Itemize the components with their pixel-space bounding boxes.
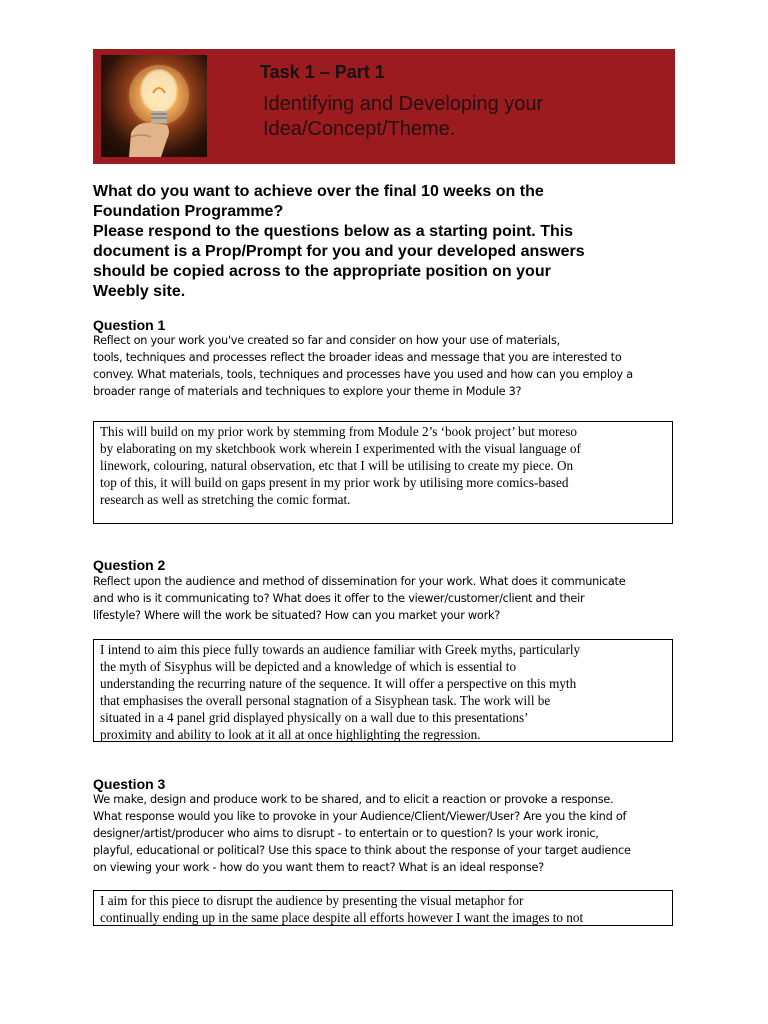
answer-box-1[interactable] <box>93 421 673 524</box>
answer-line: This will build on my prior work by stemming from Module 2’s ‘book project’ but moreso <box>100 424 578 439</box>
question-line: on viewing your work - how do you want them to react? What is an ideal response? <box>93 861 544 874</box>
question-line: designer/artist/producer who aims to disrupt - to entertain or to question? Is your work ironic, <box>93 827 599 840</box>
intro-line: document is a Prop/Prompt for you and your developed answers <box>93 243 585 260</box>
answer-line: continually ending up in the same place despite all efforts however I want the images to not <box>100 910 584 925</box>
intro-line: What do you want to achieve over the final 10 weeks on the <box>93 183 544 200</box>
task-subtitle <box>263 92 663 142</box>
answer-box-3[interactable] <box>93 890 673 926</box>
answer-line: that emphasises the overall personal stagnation of a Sisyphean task. The work will be <box>100 693 551 708</box>
lightbulb-photo <box>101 55 207 157</box>
answer-line: top of this, it will build on gaps present in my prior work by utilising more comics-based <box>100 475 569 490</box>
answer-line: proximity and ability to look at it all at once highlighting the regression. <box>100 727 481 742</box>
task-subtitle-line: Idea/Concept/Theme. <box>263 118 456 140</box>
question-line: lifestyle? Where will the work be situated? How can you market your work? <box>93 609 501 622</box>
answer-box-2[interactable] <box>93 639 673 742</box>
question-line: What response would you like to provoke in your Audience/Client/Viewer/User? Are you the kind of <box>93 810 627 823</box>
question-line: We make, design and produce work to be shared, and to elicit a reaction or provoke a response. <box>93 793 614 806</box>
question-line: and who is it communicating to? What does it offer to the viewer/customer/client and their <box>93 592 585 605</box>
answer-line: the myth of Sisyphus will be depicted and a knowledge of which is essential to <box>100 659 517 674</box>
question-line: playful, educational or political? Use this space to think about the response of your target audience <box>93 844 631 857</box>
question-2-title: Question 2 <box>93 557 166 573</box>
question-3-text <box>93 791 683 876</box>
answer-line: by elaborating on my sketchbook work wherein I experimented with the visual language of <box>100 441 581 456</box>
question-line: tools, techniques and processes reflect the broader ideas and message that you are interested to <box>93 351 622 364</box>
answer-line: research as well as stretching the comic format. <box>100 492 351 507</box>
question-1-text <box>93 332 683 400</box>
intro-line: Weebly site. <box>93 283 186 300</box>
question-line: broader range of materials and techniques to explore your theme in Module 3? <box>93 385 522 398</box>
question-line: Reflect upon the audience and method of dissemination for your work. What does it communicate <box>93 575 626 588</box>
question-1-title: Question 1 <box>93 317 166 333</box>
question-3-title: Question 3 <box>93 776 166 792</box>
task-title: Task 1 – Part 1 <box>260 62 385 82</box>
answer-line: understanding the recurring nature of the sequence. It will offer a perspective on this myth <box>100 676 577 691</box>
question-line: convey. What materials, tools, techniques and processes have you used and how can you employ a <box>93 368 633 381</box>
answer-line: linework, colouring, natural observation, etc that I will be utilising to create my piece. On <box>100 458 574 473</box>
intro-line: should be copied across to the appropriate position on your <box>93 263 551 280</box>
intro-line: Foundation Programme? <box>93 203 284 220</box>
task-banner <box>93 49 675 164</box>
task-subtitle-line: Identifying and Developing your <box>263 93 544 115</box>
answer-line: I aim for this piece to disrupt the audience by presenting the visual metaphor for <box>100 893 524 908</box>
answer-line: I intend to aim this piece fully towards an audience familiar with Greek myths, particularly <box>100 642 581 657</box>
question-2-text <box>93 573 683 624</box>
intro-instructions <box>93 182 683 302</box>
question-line: Reflect on your work you've created so far and consider on how your use of materials, <box>93 334 560 347</box>
answer-line: situated in a 4 panel grid displayed physically on a wall due to this presentations’ <box>100 710 529 725</box>
intro-line: Please respond to the questions below as a starting point. This <box>93 223 574 240</box>
